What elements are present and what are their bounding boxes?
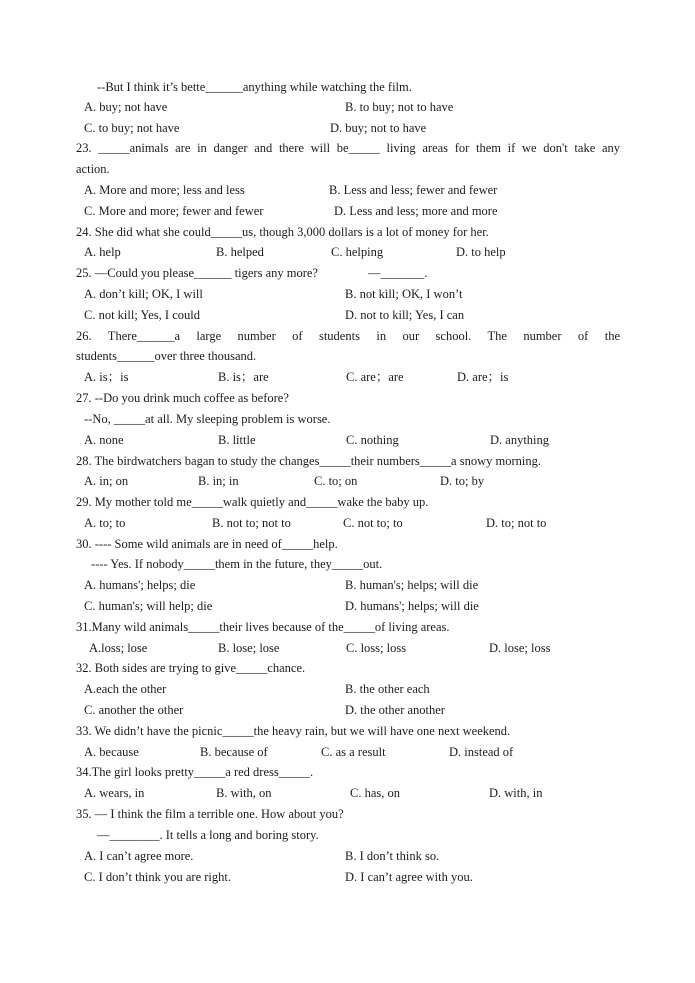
q25-option-a: A. don’t kill; OK, I will — [84, 287, 203, 301]
q35-option-c: C. I don’t think you are right. — [84, 870, 231, 884]
q24-option-b: B. helped — [216, 245, 264, 259]
q22-option-c: C. to buy; not have — [84, 121, 180, 135]
q25-option-c: C. not kill; Yes, I could — [84, 308, 200, 322]
q24-option-c: C. helping — [331, 245, 384, 259]
q24-option-a: A. help — [84, 245, 121, 259]
q26-option-a: A. is；is — [84, 370, 129, 384]
q35-option-a: A. I can’t agree more. — [84, 849, 194, 863]
q34-option-d: D. with, in — [489, 786, 543, 800]
q27-reply: --No, _____at all. My sleeping problem is worse. — [84, 412, 331, 426]
q26-option-d: D. are；is — [457, 370, 509, 384]
q23-option-d: D. Less and less; more and more — [334, 204, 498, 218]
q27-option-c: C. nothing — [346, 433, 399, 447]
q32-option-a: A.each the other — [84, 682, 167, 696]
q30-prompt: 30. ---- Some wild animals are in need of_____help. — [76, 537, 338, 551]
q23-prompt: 23. _____animals are in danger and there will be_____ living areas for them if we don't take any — [76, 141, 620, 155]
q29-option-b: B. not to; not to — [212, 516, 291, 530]
q32-option-d: D. the other another — [345, 703, 445, 717]
q29-option-a: A. to; to — [84, 516, 126, 530]
q32-option-c: C. another the other — [84, 703, 184, 717]
q28-prompt: 28. The birdwatchers bagan to study the changes_____their numbers_____a snowy morning. — [76, 454, 541, 468]
q27-option-b: B. little — [218, 433, 256, 447]
q30-option-a: A. humans'; helps; die — [84, 578, 196, 592]
q35-option-b: B. I don’t think so. — [345, 849, 440, 863]
q30-reply: ---- Yes. If nobody_____them in the future, they_____out. — [91, 557, 383, 571]
q22-prompt: --But I think it’s bette______anything while watching the film. — [97, 80, 412, 94]
q22-option-a: A. buy; not have — [84, 100, 168, 114]
q25-option-b: B. not kill; OK, I won’t — [345, 287, 463, 301]
q29-prompt: 29. My mother told me_____walk quietly and_____wake the baby up. — [76, 495, 429, 509]
q23-option-c: C. More and more; fewer and fewer — [84, 204, 264, 218]
q26-prompt-cont: students______over three thousand. — [76, 349, 257, 363]
q26-option-c: C. are；are — [346, 370, 404, 384]
q24-prompt: 24. She did what she could_____us, though 3,000 dollars is a lot of money for her. — [76, 225, 489, 239]
q33-option-d: D. instead of — [449, 745, 514, 759]
q34-option-c: C. has, on — [350, 786, 400, 800]
q28-option-b: B. in; in — [198, 474, 239, 488]
q33-option-b: B. because of — [200, 745, 268, 759]
q34-option-b: B. with, on — [216, 786, 272, 800]
q31-option-d: D. lose; loss — [489, 641, 551, 655]
q25-option-d: D. not to kill; Yes, I can — [345, 308, 465, 322]
q22-option-d: D. buy; not to have — [330, 121, 427, 135]
q35-reply: —________. It tells a long and boring story. — [97, 828, 319, 842]
q33-option-c: C. as a result — [321, 745, 386, 759]
q35-option-d: D. I can’t agree with you. — [345, 870, 473, 884]
q28-option-a: A. in; on — [84, 474, 129, 488]
q22-option-b: B. to buy; not to have — [345, 100, 454, 114]
q26-prompt: 26. There______a large number of students in our school. The number of the — [76, 329, 620, 343]
q30-option-d: D. humans'; helps; will die — [345, 599, 479, 613]
q30-option-c: C. human's; will help; die — [84, 599, 213, 613]
q31-option-c: C. loss; loss — [346, 641, 407, 655]
q25-prompt: 25. —Could you please______ tigers any more? — [76, 266, 318, 280]
q29-option-c: C. not to; to — [343, 516, 403, 530]
q30-option-b: B. human's; helps; will die — [345, 578, 479, 592]
q28-option-c: C. to; on — [314, 474, 358, 488]
q27-prompt: 27. --Do you drink much coffee as before? — [76, 391, 289, 405]
q28-option-d: D. to; by — [440, 474, 485, 488]
q32-option-b: B. the other each — [345, 682, 430, 696]
q26-option-b: B. is；are — [218, 370, 269, 384]
q23-prompt-cont: action. — [76, 162, 110, 176]
q25-reply: —_______. — [368, 266, 428, 280]
q31-option-b: B. lose; lose — [218, 641, 280, 655]
q35-prompt: 35. — I think the film a terrible one. How about you? — [76, 807, 344, 821]
q31-option-a: A.loss; lose — [89, 641, 148, 655]
q31-prompt: 31.Many wild animals_____their lives because of the_____of living areas. — [76, 620, 450, 634]
q33-option-a: A. because — [84, 745, 139, 759]
q23-option-b: B. Less and less; fewer and fewer — [329, 183, 498, 197]
q27-option-d: D. anything — [490, 433, 550, 447]
q32-prompt: 32. Both sides are trying to give_____chance. — [76, 661, 306, 675]
q33-prompt: 33. We didn’t have the picnic_____the heavy rain, but we will have one next weekend. — [76, 724, 511, 738]
q34-prompt: 34.The girl looks pretty_____a red dress_____. — [76, 765, 314, 779]
q23-option-a: A. More and more; less and less — [84, 183, 245, 197]
q27-option-a: A. none — [84, 433, 124, 447]
q34-option-a: A. wears, in — [84, 786, 145, 800]
q24-option-d: D. to help — [456, 245, 506, 259]
q29-option-d: D. to; not to — [486, 516, 547, 530]
